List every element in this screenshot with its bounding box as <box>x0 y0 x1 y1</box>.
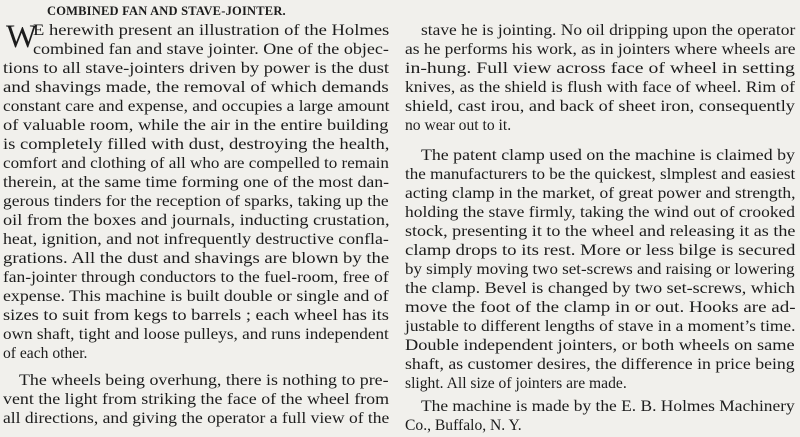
left-column-line: sizes to suit from kegs to barrels ; each wheel has its <box>3 307 389 324</box>
left-column-line: grations. All the dust and shavings are blown by the <box>3 250 390 267</box>
left-column-line: oil from the boxes and journals, inducting crustation, <box>3 212 390 229</box>
right-column-line: the manufacturers to be the quickest, slmplest and easiest <box>405 166 796 183</box>
left-column-line: expense. This machine is built double or single and of <box>3 288 389 305</box>
right-column-line: by simply moving two set-screws and raising or lowering <box>405 261 795 278</box>
right-column-line: the clamp. Bevel is changed by two set-screws, which <box>405 280 795 297</box>
right-column-line: as he performs his work, as in jointers where wheels are <box>405 41 796 58</box>
left-column-line: heat, ignition, and not infrequently destructive confla- <box>3 231 389 248</box>
right-column-line: justable to different lengths of stave in a moment’s time. <box>405 318 796 335</box>
right-column-line: holding the stave firmly, taking the wind out of crooked <box>405 204 796 221</box>
right-column-line: clamp drops to its rest. More or less bilge is secured <box>405 242 796 259</box>
left-column-line: E herewith present an illustration of the Holmes <box>33 22 390 39</box>
right-column-line: knives, as the shield is flush with face of wheel. Rim of <box>405 79 796 96</box>
right-column-line: move the foot of the clamp in or out. Hooks are ad- <box>405 299 796 316</box>
left-column-line: The wheels being overhung, there is nothing to pre- <box>19 372 389 389</box>
article-title: COMBINED FAN AND STAVE-JOINTER. <box>47 4 286 18</box>
right-column-line: stave he is jointing. No oil dripping upon the operator <box>421 22 796 39</box>
right-column-line: shaft, as customer desires, the difference in price being <box>405 356 795 373</box>
right-column-line: shield, cast irou, and back of sheet iron, consequently <box>405 98 795 115</box>
drop-cap: W <box>6 19 38 55</box>
left-column-line: fan-jointer through conductors to the fuel-room, free of <box>3 269 389 286</box>
left-column-line: constant care and expense, and occupies a large amount <box>3 98 390 115</box>
left-column-line: and shavings made, the removal of which demands <box>3 79 389 96</box>
left-column-line: comfort and clothing of all who are compelled to remain <box>3 155 389 172</box>
right-column-line: acting clamp in the market, of great power and strength, <box>405 185 796 202</box>
right-column-line: Double independent jointers, or both wheels on same <box>405 337 795 354</box>
left-column-line: all directions, and giving the operator a full view of the <box>3 410 390 427</box>
right-column-line: Co., Buffalo, N. Y. <box>405 417 522 434</box>
right-column-line: slight. All size of jointers are made. <box>405 375 627 392</box>
left-column-line: gerous tinders for the reception of sparks, taking up the <box>3 193 389 210</box>
left-column-line: tions to all stave-jointers driven by power is the dust <box>3 60 389 77</box>
left-column-line: is completely filled with dust, destroying the health, <box>3 136 390 153</box>
right-column-line: The machine is made by the E. B. Holmes Machinery <box>421 398 795 415</box>
left-column-line: vent the light from striking the face of the wheel from <box>3 391 390 408</box>
left-column-line: of valuable room, while the air in the entire building <box>3 117 389 134</box>
left-column-line: combined fan and stave jointer. One of the objec- <box>33 41 389 58</box>
left-column-line: of each other. <box>3 345 88 362</box>
left-column-line: therein, at the same time forming one of the most dan- <box>3 174 390 191</box>
left-column-line: own shaft, tight and loose pulleys, and runs independent <box>3 326 389 343</box>
right-column-line: no wear out to it. <box>405 117 512 134</box>
right-column-line: in-hung. Full view across face of wheel in setting <box>405 60 795 77</box>
right-column-line: The patent clamp used on the machine is claimed by <box>421 147 795 164</box>
right-column-line: stock, presenting it to the wheel and releasing it as the <box>405 223 796 240</box>
